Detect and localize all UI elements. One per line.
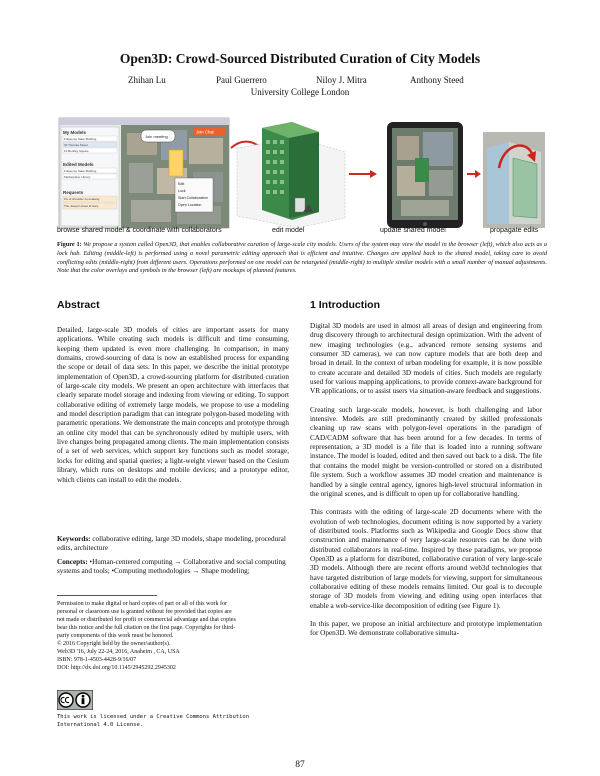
teaser-figure [57,108,547,232]
propagate-edits-panel [483,132,545,228]
context-menu-location[interactable]: Open Location [178,203,202,207]
intro-paragraph-1: Digital 3D models are used in almost all areas of design and engineering from drug discovery through to architectural design optimization. With the advent of new imaging technologies (e.g., advanced remote sensing systems and consumer 3D cameras), we can now capture models that are both deep and broad in detail. In the context of urban modeling for example, it is now possible to create accurate and detailed 3D models of cities. Such models are regularly used for various mapping applications, to provide context-aware background for VR applications, or to assist users via situation-aware feedback and suggestions. [310,322,542,396]
panel-label-propagate: propagate edits [490,227,539,234]
permission-line: Permission to make digital or hard copies of part or all of this work for [57,601,227,607]
update-model-panel [387,122,463,228]
paper-title: Open3D: Crowd-Sourced Distributed Curation of City Models [119,51,481,66]
abstract-body [57,326,289,494]
abstract-text: Detailed, large-scale 3D models of cities are important assets for many applications. While creating such models is difficult and time consuming, keeping them updated is even more challenging. In comparison, in many domains, crowd-sourcing of data is now an established process for expanding the scope or detail of data sets. In this paper, we describe the initial prototype implementation of Open3D, a crowd-sourcing platform for distributed curation of large-scale city models. We present an open architecture with interfaces that clearly separate model storage and indexing from viewing or editing. To support collaborative editing of extremely large models, we propose to use a modeling and model description paradigm that can integrate polygon-based modeling with parametric operations. We demonstrate the main concepts and prototype through an online city model that can be synchronously edited by multiple users, with live changes being propagated among clients. The main implementation consists of a set of web services, which support key functions such as model storage, locks for editing and spatial queries; a light-weight viewer based on the Cesium library, which runs on desktops and mobile devices; and a prototype editor, which clients can install to edit the models. [57,326,289,484]
permission-line: bear this notice and the full citation on the first page. Copyrights for third- [57,625,236,631]
edited-model-item[interactable]: Marketplace Library [64,175,91,179]
permission-line: party components of this work must be honored. [57,633,174,639]
join-chat-button[interactable]: Join Chat [196,129,214,135]
footnote-rule [57,595,157,596]
my-model-item[interactable]: 19 Berkley Square [64,149,89,153]
cc-by-logo-icon [57,690,93,710]
figure-caption-label: Figure 1: [57,241,82,248]
concepts [57,558,289,577]
chat-bubble: Join meeting [145,134,168,139]
figure-caption-text: We propose a system called Open3D, that enables collaborative curation of large-scale city models. Users of the system may view the model in the browser (left), which also acts as a lock hub. Editing (middle-left) is performed using a novel parametric editing approach that is efficient and intuitive. Changes are applied back to the shared model, taking care to avoid conflicting edits (middle-right) from different users. Operations performed on one model can be retargeted (middle-right) to multiple similar models with a small number of manual adjustments. Note that the color overlays and symbols in the browser (left) are mockups of planned features. [57,241,547,275]
panel-label-update: update shared model [380,227,446,234]
affiliation: University College London [250,87,350,97]
intro-paragraph-2: Creating such large-scale models, however, is both challenging and labor intensive. Models are still predominantly created by skilled professionals cleaning up raw scans with polygon-level operations in the paradigm of CAD/CADM software that has been around for a few decades. In terms of representation, a 3D model is a file that is loaded into a running software instance. The model is loaded, edited and then saved out back to a disk. The file that contains the model might be version-controlled or stored on a distributed file system. Such a workflow assumes 3D model creation and maintenance is handled by a single central agency, ignores high-level structural information in the original scenes, and is difficult to open up for collaborative handling. [310,405,542,498]
keywords-text: collaborative editing, large 3D models, shape modeling, procedural edits, architecture [57,535,286,553]
intro-paragraph-3: This contrasts with the editing of large-scale 2D documents where with the evolution of web technologies, document editing is now supported by a variety of distributed tools. Platforms such as Wikipedia and Google Docs show that construction and maintenance of very large-scale resources can be done with distributed collaborators in real-time. Inspired by these paradigms, we propose Open3D as a platform for distributed, collaborative curation of very large-scale 3D models. Although there are recent efforts around web3d technologies that have targeted distribution of large models for viewing, support for simultaneous collaborative editing of these models remains limited. Our goal is to decouple storage of 3D models from viewing and editing using open interfaces that enable a web-service-like decomposition of editing (see Figure 1). [310,508,542,610]
author-3: Niloy J. Mitra [316,75,367,85]
license-notice [57,713,249,729]
concepts-label: Concepts: [57,558,88,566]
concepts-text: •Human-centered computing → Collaborative and social computing systems and tools; •Computing methodologies → Shape modeling; [57,558,286,576]
request-item[interactable]: Fix of shoulder Jo-wnaway [64,197,100,201]
keywords [57,535,289,554]
permission-line: personal or classroom use is granted without fee provided that copies are [57,609,232,615]
edit-model-panel [237,122,345,228]
author-1: Zhihan Lu [128,75,166,85]
permission-notice [57,600,289,672]
context-menu-lock[interactable]: Lock [178,189,186,193]
figure-caption [57,241,547,276]
my-model-item[interactable]: Fullpence State Building [64,137,97,141]
context-menu-edit[interactable]: Edit [178,182,185,186]
requests-label: Requests [63,190,84,195]
context-menu-collaborate[interactable]: Start Collaboration [178,196,208,200]
request-item[interactable]: The Joseph street id Gary [64,204,99,208]
keywords-label: Keywords: [57,535,91,543]
edited-model-item[interactable]: Fullpence State Building [64,169,97,173]
doi-line: DOI: http://dx.doi.org/10.1145/2945292.2945302 [57,665,176,671]
my-model-item[interactable]: 33 Thomas Street [64,143,88,147]
introduction-body [310,322,542,648]
author-4: Anthony Steed [410,75,464,85]
isbn-line: ISBN: 978-1-4503-4428-9/16/07 [57,657,137,663]
license-line: This work is licensed under a Creative Commons Attribution [57,714,250,720]
arrow-right-icon [370,170,377,178]
license-line: International 4.0 License. [57,722,144,728]
page-number: 87 [295,760,305,770]
my-models-label: My Models [63,130,87,135]
author-2: Paul Guerrero [216,75,267,85]
copyright-line: © 2016 Copyright held by the owner/author(s). [57,641,171,647]
conference-line: Web3D '16, July 22-24, 2016, Anaheim , CA, USA [57,649,180,655]
panel-label-browse: browse shared model & coordinate with collaborators [57,227,222,234]
arrow-right-icon [475,170,481,178]
intro-paragraph-4: In this paper, we propose an initial architecture and prototype implementation for Open3D. We demonstrate collaborative simulta- [310,619,542,638]
panel-label-edit: edit model [272,227,305,234]
introduction-heading: 1 Introduction [310,299,380,311]
abstract-heading: Abstract [57,299,100,311]
permission-line: not made or distributed for profit or commercial advantage and that copies [57,617,236,623]
browser-panel [59,118,229,228]
edited-models-label: Edited Models [63,162,94,167]
